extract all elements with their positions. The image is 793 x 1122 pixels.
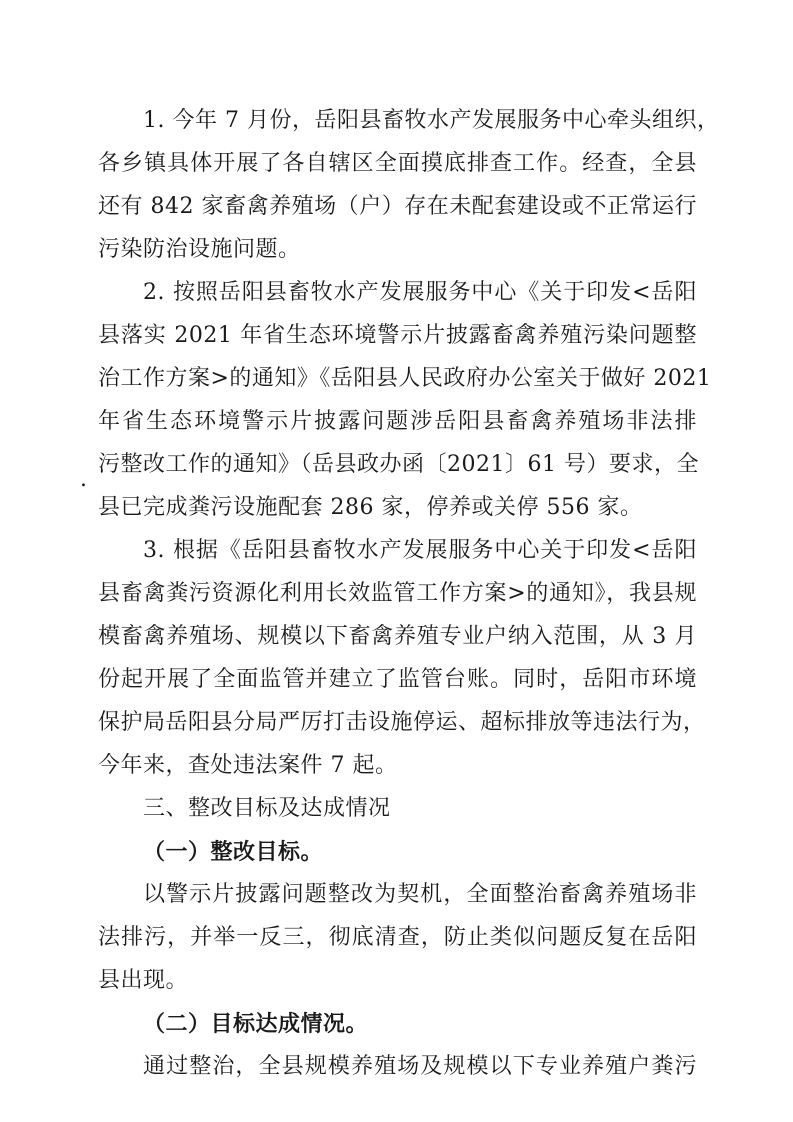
paragraph-line: 模畜禽养殖场、规模以下畜禽养殖专业户纳入范围，从 3 月 bbox=[98, 624, 697, 649]
paragraph-line: 法排污，并举一反三，彻底清查，防止类似问题反复在岳阳 bbox=[98, 925, 697, 950]
paragraph-line: 县畜禽粪污资源化利用长效监管工作方案>的通知》，我县规 bbox=[98, 581, 697, 606]
paragraph-line: 1. 今年 7 月份，岳阳县畜牧水产发展服务中心牵头组织， bbox=[143, 108, 720, 133]
paragraph-line: 3. 根据《岳阳县畜牧水产发展服务中心关于印发<岳阳 bbox=[143, 538, 697, 563]
paragraph-line: 污染防治设施问题。 bbox=[98, 237, 301, 262]
margin-mark: . bbox=[80, 467, 87, 492]
paragraph-line: 污整改工作的通知》（岳县政办函〔2021〕61 号）要求，全 bbox=[98, 452, 699, 477]
section-heading: 三、整改目标及达成情况 bbox=[143, 796, 391, 821]
paragraph-line: 以警示片披露问题整改为契机，全面整治畜禽养殖场非 bbox=[143, 882, 697, 907]
paragraph-line: 通过整治，全县规模养殖场及规模以下专业养殖户粪污 bbox=[143, 1054, 697, 1079]
paragraph-line: 还有 842 家畜禽养殖场（户）存在未配套建设或不正常运行 bbox=[98, 194, 697, 219]
paragraph-line: 县已完成粪污设施配套 286 家，停养或关停 556 家。 bbox=[98, 495, 643, 520]
paragraph-line: 县落实 2021 年省生态环境警示片披露畜禽养殖污染问题整 bbox=[98, 323, 697, 348]
paragraph-line: 今年来，查处违法案件 7 起。 bbox=[98, 753, 398, 778]
paragraph-line: 年省生态环境警示片披露问题涉岳阳县畜禽养殖场非法排 bbox=[98, 409, 697, 434]
paragraph-line: 2. 按照岳阳县畜牧水产发展服务中心《关于印发<岳阳 bbox=[143, 280, 697, 305]
paragraph-line: 县出现。 bbox=[98, 968, 189, 993]
paragraph-line: 各乡镇具体开展了各自辖区全面摸底排查工作。经查，全县 bbox=[98, 151, 697, 176]
subsection-heading: （一）整改目标。 bbox=[143, 839, 324, 865]
subsection-heading: （二）目标达成情况。 bbox=[143, 1011, 369, 1037]
paragraph-line: 份起开展了全面监管并建立了监管台账。同时，岳阳市环境 bbox=[98, 667, 697, 692]
paragraph-line: 治工作方案>的通知》《岳阳县人民政府办公室关于做好 2021 bbox=[98, 366, 712, 391]
paragraph-line: 保护局岳阳县分局严厉打击设施停运、超标排放等违法行为， bbox=[98, 710, 706, 735]
